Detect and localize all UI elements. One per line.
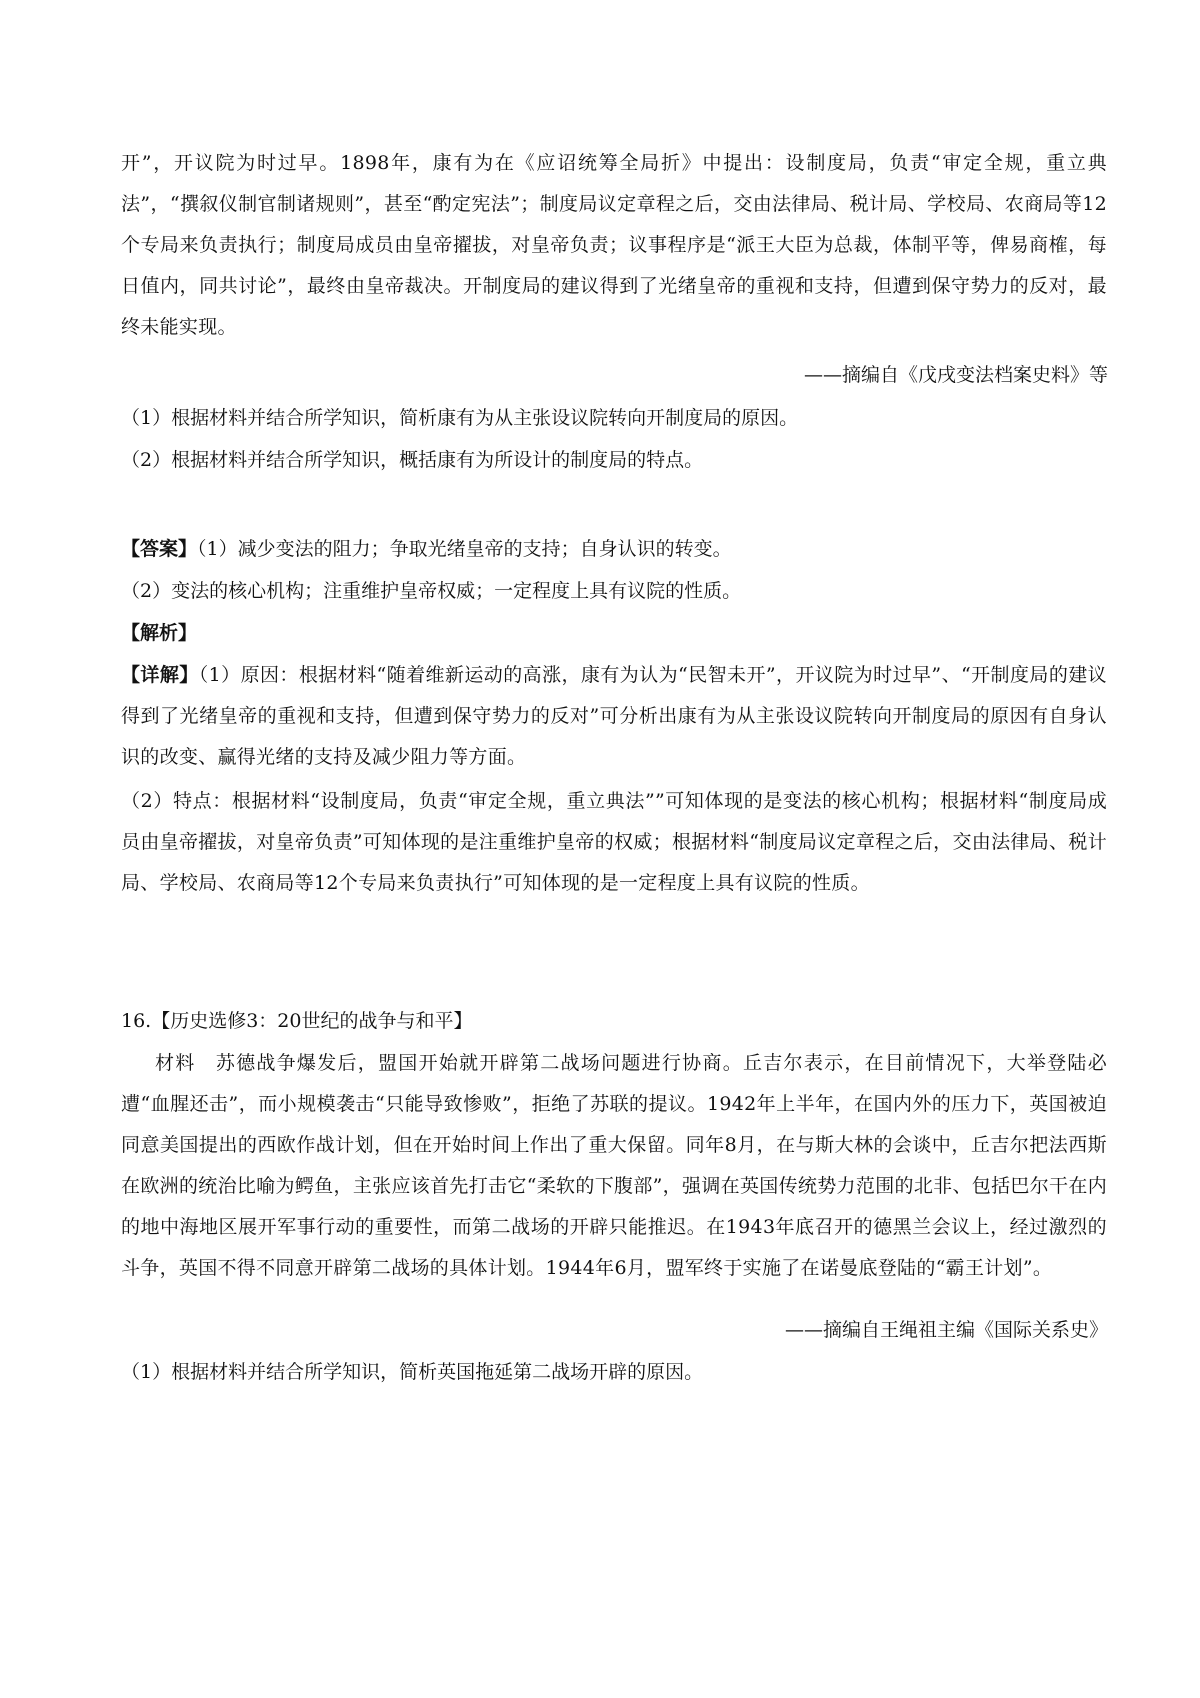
detail-label: 【详解】 bbox=[121, 664, 199, 686]
q15-detail-1 bbox=[121, 655, 1107, 778]
answer-label: 【答案】 bbox=[121, 538, 198, 560]
q15-detail-1-text: （1）原因：根据材料“随着维新运动的高涨，康有为认为“民智未开”，开议院为时过早”、“开制度局的建议得到了光绪皇帝的重视和支持，但遭到保守势力的反对”可分析出康有为从主张设议院转向开制度局的原因有自身认识的改变、赢得光绪的支持及减少阻力等方面。 bbox=[121, 664, 1107, 768]
q15-question-1: （1）根据材料并结合所学知识，简析康有为从主张设议院转向开制度局的原因。 bbox=[121, 407, 799, 429]
q16-source-citation: ——摘编自王绳祖主编《国际关系史》 bbox=[784, 1319, 1108, 1341]
q16-material-paragraph: 材料 苏德战争爆发后，盟国开始就开辟第二战场问题进行协商。丘吉尔表示，在目前情况下，大举登陆必遭“血腥还击”，而小规模袭击“只能导致惨败”，拒绝了苏联的提议。1942年上半年，在国内外的压力下，英国被迫同意美国提出的西欧作战计划，但在开始时间上作出了重大保留。同年8月，在与斯大林的会谈中，丘吉尔把法西斯在欧洲的统治比喻为鳄鱼，主张应该首先打击它“柔软的下腹部”，强调在英国传统势力范围的北非、包括巴尔干在内的地中海地区展开军事行动的重要性，而第二战场的开辟只能推迟。在1943年底召开的德黑兰会议上，经过激烈的斗争，英国不得不同意开辟第二战场的具体计划。1944年6月，盟军终于实施了在诺曼底登陆的“霸王计划”。 bbox=[121, 1052, 1107, 1279]
analysis-label: 【解析】 bbox=[121, 622, 198, 644]
q16-heading: 16.【历史选修3：20世纪的战争与和平】 bbox=[121, 1010, 473, 1032]
q15-question-2: （2）根据材料并结合所学知识，概括康有为所设计的制度局的特点。 bbox=[121, 449, 704, 471]
q15-material-paragraph: 开”，开议院为时过早。1898年，康有为在《应诏统筹全局折》中提出：设制度局，负责“审定全规，重立典法”，“撰叙仪制官制诸规则”，甚至“酌定宪法”；制度局议定章程之后，交由法律局、税计局、学校局、农商局等12个专局来负责执行；制度局成员由皇帝擢拔，对皇帝负责；议事程序是“派王大臣为总裁，体制平等，俾易商榷，每日值内，同共讨论”，最终由皇帝裁决。开制度局的建议得到了光绪皇帝的重视和支持，但遭到保守势力的反对，最终未能实现。 bbox=[121, 152, 1107, 338]
q15-answer-1: （1）减少变法的阻力；争取光绪皇帝的支持；自身认识的转变。 bbox=[197, 538, 732, 560]
q15-answer-line-1 bbox=[121, 534, 1107, 564]
q15-source-citation: ——摘编自《戊戌变法档案史料》等 bbox=[803, 364, 1108, 386]
q16-question-1: （1）根据材料并结合所学知识，简析英国拖延第二战场开辟的原因。 bbox=[121, 1361, 704, 1383]
q15-detail-2: （2）特点：根据材料“设制度局，负责“审定全规，重立典法””可知体现的是变法的核心机构；根据材料“制度局成员由皇帝擢拔，对皇帝负责”可知体现的是注重维护皇帝的权威；根据材料“制度局议定章程之后，交由法律局、税计局、学校局、农商局等12个专局来负责执行”可知体现的是一定程度上具有议院的性质。 bbox=[121, 790, 1107, 894]
q15-answer-2: （2）变法的核心机构；注重维护皇帝权威；一定程度上具有议院的性质。 bbox=[121, 580, 742, 602]
